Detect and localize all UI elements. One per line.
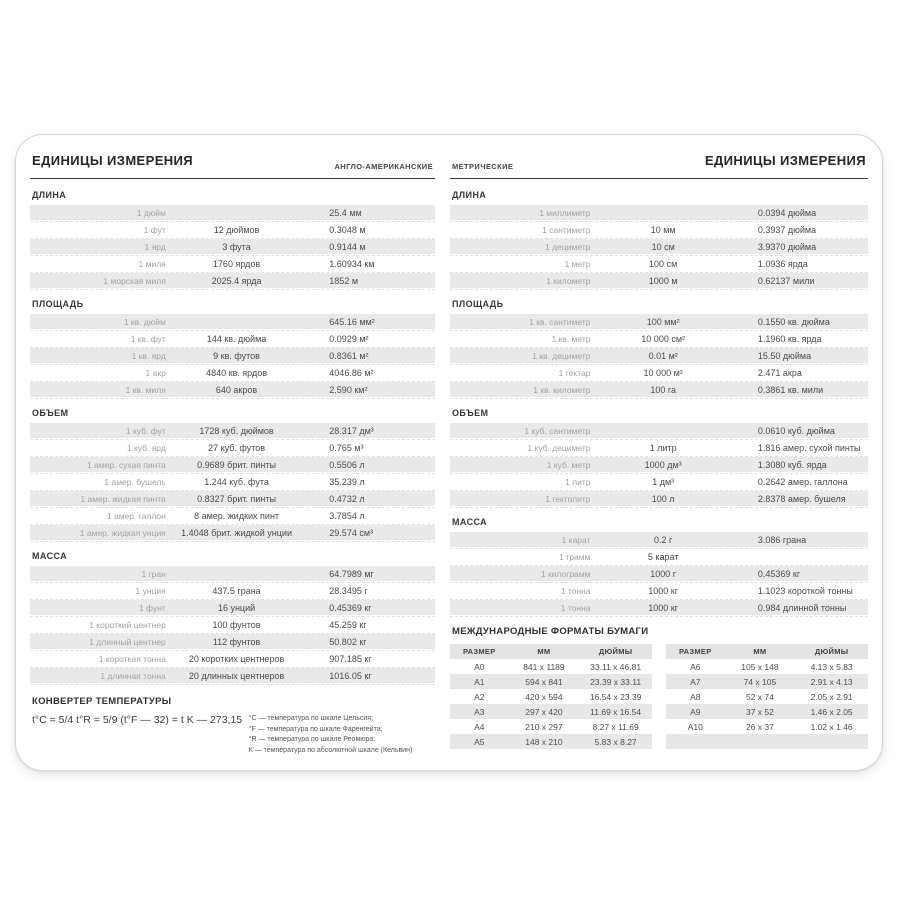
value-cell: 0.3861 кв. мили (757, 384, 824, 395)
paper-inch-cell: 2.91 x 4.13 (810, 676, 853, 687)
paper-inch-cell: 1.46 x 2.05 (810, 706, 853, 717)
unit-cell: 1 кв. дюйм (123, 316, 166, 327)
paper-table-row (450, 689, 652, 704)
paper-mm-cell: 148 x 210 (525, 736, 563, 747)
paper-size-cell: A8 (690, 691, 701, 702)
value-cell: 2.590 км² (329, 384, 368, 395)
paper-size-cell: A10 (687, 721, 703, 732)
unit-cell: 1 унция (135, 585, 166, 596)
table-row (30, 600, 435, 615)
paper-table-header-row (450, 644, 652, 659)
table-row (30, 273, 435, 288)
equivalent-cell: 437.5 грана (212, 585, 261, 596)
unit-cell: 1 длинный центнер (89, 636, 166, 647)
table-row (30, 583, 435, 598)
table-row (30, 474, 435, 489)
unit-cell: 1 амер. жидкая унция (79, 527, 166, 538)
value-cell: 0.765 м³ (329, 442, 364, 453)
equivalent-cell: 144 кв. дюйма (206, 333, 267, 344)
equivalent-cell: 1000 кг (648, 602, 679, 613)
paper-size-cell: A5 (474, 736, 485, 747)
left-sections-container (30, 190, 435, 683)
planner-reference-page (15, 134, 883, 771)
table-row (30, 566, 435, 581)
unit-cell: 1 амер. жидкая пинта (80, 493, 166, 504)
equivalent-cell: 1760 ярдов (212, 258, 261, 269)
measurement-section (30, 551, 435, 683)
value-cell: 25.4 мм (329, 207, 362, 218)
value-cell: 64.7989 мг (329, 568, 374, 579)
measurement-section (450, 517, 868, 615)
table-row (30, 348, 435, 363)
two-column-layout (30, 149, 868, 756)
right-column-header (450, 149, 868, 179)
value-cell: 0.0394 дюйма (757, 207, 817, 218)
equivalent-cell: 640 акров (215, 384, 258, 395)
paper-table-row (666, 704, 868, 719)
equivalent-cell: 1000 г (650, 568, 677, 579)
unit-cell: 1 амер. галлон (106, 510, 166, 521)
value-cell: 28.3495 г (329, 585, 368, 596)
paper-inch-cell: 8.27 x 11.69 (592, 721, 639, 732)
value-cell: 0.62137 мили (757, 275, 815, 286)
table-row (30, 651, 435, 666)
section-title: ДЛИНА (452, 190, 487, 200)
value-cell: 3.7854 л (329, 510, 365, 521)
equivalent-cell: 0.9689 брит. пинты (197, 459, 276, 470)
unit-cell: 1 куб. метр (546, 459, 591, 470)
table-row (450, 382, 868, 397)
column-anglo-american (30, 149, 435, 756)
unit-cell: 1 кв. сантиметр (529, 316, 591, 327)
value-cell: 0.45369 кг (329, 602, 372, 613)
equivalent-cell: 10 000 м² (643, 367, 683, 378)
section-title: ОБЪЕМ (452, 408, 489, 418)
equivalent-cell: 9 кв. футов (213, 350, 260, 361)
section-title: ПЛОЩАДЬ (32, 299, 84, 309)
unit-cell: 1 кв. ярд (131, 350, 166, 361)
equivalent-cell: 1.244 куб. фута (204, 476, 269, 487)
equivalent-cell: 1728 куб. дюймов (199, 425, 274, 436)
paper-header-cell: ДЮЙМЫ (814, 647, 849, 656)
value-cell: 1.60934 км (329, 258, 375, 269)
table-row (450, 256, 868, 271)
value-cell: 3.086 грана (757, 534, 807, 545)
unit-cell: 1 кв. километр (533, 384, 591, 395)
value-cell: 1.3080 куб. ярда (757, 459, 827, 470)
equivalent-cell: 1 литр (649, 442, 677, 453)
table-row (450, 457, 868, 472)
table-row (450, 273, 868, 288)
paper-header-cell: ДЮЙМЫ (598, 647, 633, 656)
table-row (30, 634, 435, 649)
section-title: ОБЪЕМ (32, 408, 69, 418)
value-cell: 2.471 акра (757, 367, 802, 378)
value-cell: 1016.05 кг (329, 670, 372, 681)
equivalent-cell: 12 дюймов (213, 224, 260, 235)
column-subtitle: МЕТРИЧЕСКИЕ (452, 162, 514, 171)
page-title: ЕДИНИЦЫ ИЗМЕРЕНИЯ (32, 153, 194, 168)
value-cell: 0.0929 м² (329, 333, 369, 344)
equivalent-cell: 10 000 см² (641, 333, 686, 344)
paper-table-a6-a10 (666, 644, 868, 749)
equivalent-cell: 1 дм³ (652, 476, 675, 487)
equivalent-cell: 100 га (650, 384, 676, 395)
paper-inch-cell: 4.13 x 5.83 (810, 661, 853, 672)
paper-inch-cell: 16.54 x 23.39 (589, 691, 642, 702)
equivalent-cell: 1000 м (648, 275, 678, 286)
equivalent-cell: 1000 дм³ (644, 459, 682, 470)
temperature-note-line: °F — температура по шкале Фаренгейта; (248, 725, 383, 733)
table-row (30, 508, 435, 523)
value-cell: 0.1550 кв. дюйма (757, 316, 830, 327)
column-subtitle: АНГЛО-АМЕРИКАНСКИЕ (334, 162, 433, 171)
value-cell: 0.45369 кг (757, 568, 801, 579)
temperature-converter-body (30, 714, 435, 756)
unit-cell: 1 кв. метр (551, 333, 591, 344)
unit-cell: 1 дециметр (545, 241, 591, 252)
table-row (30, 256, 435, 271)
paper-mm-cell: 841 x 1189 (523, 661, 565, 672)
paper-inch-cell: 33.11 x 46.81 (590, 661, 642, 672)
equivalent-cell: 100 см (649, 258, 678, 269)
paper-inch-cell: 1.02 x 1.46 (810, 721, 853, 732)
unit-cell: 1 миля (138, 258, 166, 269)
table-row (450, 583, 868, 598)
section-title: МАССА (452, 517, 488, 527)
unit-cell: 1 гектолитр (545, 493, 591, 504)
paper-inch-cell: 2.05 x 2.91 (810, 691, 853, 702)
paper-inch-cell: 5.83 x 8.27 (594, 736, 637, 747)
table-row (30, 365, 435, 380)
unit-cell: 1 морская миля (103, 275, 166, 286)
unit-cell: 1 короткий центнер (89, 619, 166, 630)
unit-cell: 1 дюйм (136, 207, 166, 218)
value-cell: 0.9144 м (329, 241, 366, 252)
paper-mm-cell: 594 x 841 (525, 676, 563, 687)
temperature-note-line: °C — температура по шкале Цельсия; (248, 715, 374, 722)
table-row (450, 600, 868, 615)
value-cell: 29.574 см³ (329, 527, 374, 538)
section-title: ПЛОЩАДЬ (452, 299, 504, 309)
equivalent-cell: 2025.4 ярда (211, 275, 262, 286)
unit-cell: 1 амер. сухая пинта (87, 459, 166, 470)
equivalent-cell: 10 мм (650, 224, 676, 235)
unit-cell: 1 кв. миля (125, 384, 166, 395)
table-row (30, 331, 435, 346)
equivalent-cell: 0.8327 брит. пинты (197, 493, 276, 504)
section-title: МАССА (32, 551, 68, 561)
unit-cell: 1 ярд (144, 241, 166, 252)
equivalent-cell: 0.01 м² (648, 350, 678, 361)
table-row (450, 423, 868, 438)
equivalent-cell: 3 фута (222, 241, 251, 252)
unit-cell: 1 сантиметр (542, 224, 591, 235)
paper-mm-cell: 37 x 52 (745, 706, 774, 717)
table-row (450, 491, 868, 506)
paper-size-cell: A2 (474, 691, 485, 702)
temperature-converter-section (30, 696, 435, 756)
value-cell: 645.16 мм² (329, 316, 375, 327)
value-cell: 0.3048 м (329, 224, 366, 235)
paper-size-cell: A0 (474, 661, 485, 672)
unit-cell: 1 гектар (558, 367, 591, 378)
unit-cell: 1 карат (561, 534, 591, 545)
paper-table-row (666, 659, 868, 674)
unit-cell: 1 куб. ярд (126, 442, 166, 453)
paper-size-cell: A4 (474, 721, 485, 732)
table-row (450, 440, 868, 455)
equivalent-cell: 0.2 г (654, 534, 673, 545)
paper-formats-tables (450, 644, 868, 749)
table-row (30, 525, 435, 540)
table-row (450, 239, 868, 254)
value-cell: 15.50 дюйма (757, 350, 812, 361)
measurement-section (30, 299, 435, 397)
table-row (30, 617, 435, 632)
value-cell: 0.8361 м² (329, 350, 369, 361)
unit-cell: 1 фут (143, 224, 166, 235)
unit-cell: 1 длинная тонна (100, 670, 166, 681)
table-row (450, 331, 868, 346)
unit-cell: 1 куб. фут (125, 425, 166, 436)
unit-cell: 1 фунт (138, 602, 166, 613)
paper-inch-cell: 11.69 x 16.54 (590, 706, 642, 717)
value-cell: 1852 м (329, 275, 359, 286)
paper-mm-cell: 26 x 37 (745, 721, 774, 732)
equivalent-cell: 1.4048 брит. жидкой унции (181, 527, 292, 538)
paper-table-row (450, 719, 652, 734)
paper-table-row (450, 734, 652, 749)
unit-cell: 1 миллиметр (539, 207, 591, 218)
value-cell: 1.0936 ярда (757, 258, 808, 269)
value-cell: 1.1960 кв. ярда (757, 333, 822, 344)
value-cell: 0.5506 л (329, 459, 365, 470)
equivalent-cell: 10 см (651, 241, 675, 252)
value-cell: 907.185 кг (329, 653, 372, 664)
paper-table-row (450, 659, 652, 674)
value-cell: 35.239 л (329, 476, 365, 487)
measurement-section (450, 408, 868, 506)
temperature-note-line: К — температура по абсолютной шкале (Кельвин) (248, 746, 413, 754)
temperature-note-line: °R — температура по шкале Реомюра; (248, 736, 376, 743)
table-row (450, 365, 868, 380)
unit-cell: 1 кв. дециметр (532, 350, 591, 361)
paper-table-row (666, 719, 868, 734)
paper-table-header-row (666, 644, 868, 659)
value-cell: 0.4732 л (329, 493, 365, 504)
temperature-notes (249, 714, 435, 756)
paper-size-cell: A7 (690, 676, 701, 687)
table-row (450, 314, 868, 329)
paper-table-row (450, 704, 652, 719)
paper-mm-cell: 74 x 105 (743, 676, 777, 687)
unit-cell: 1 литр (565, 476, 591, 487)
section-title: ДЛИНА (32, 190, 67, 200)
equivalent-cell: 100 л (651, 493, 675, 504)
paper-size-cell: A9 (690, 706, 701, 717)
unit-cell: 1 метр (564, 258, 591, 269)
equivalent-cell: 27 куб. футов (208, 442, 265, 453)
equivalent-cell: 20 длинных центнеров (188, 670, 285, 681)
paper-size-cell: A3 (474, 706, 485, 717)
table-row (450, 205, 868, 220)
paper-formats-section (450, 626, 868, 749)
table-row (30, 205, 435, 220)
equivalent-cell: 8 амер. жидких пинт (194, 510, 280, 521)
paper-header-cell: ММ (753, 647, 767, 656)
equivalent-cell: 100 фунтов (212, 619, 261, 630)
paper-table-row (666, 689, 868, 704)
table-row (450, 549, 868, 564)
value-cell: 3.9370 дюйма (757, 241, 817, 252)
value-cell: 4046.86 м² (329, 367, 374, 378)
paper-mm-cell: 297 x 420 (525, 706, 563, 717)
equivalent-cell: 16 унций (217, 602, 256, 613)
table-row (30, 222, 435, 237)
paper-header-cell: РАЗМЕР (679, 647, 712, 656)
temperature-formula: t°C = 5/4 t°R = 5/9 (t°F — 32) = t K — 273,15 (32, 714, 243, 726)
table-row (30, 491, 435, 506)
unit-cell: 1 амер. бушель (104, 476, 166, 487)
left-column-header (30, 149, 435, 179)
paper-table-row (666, 674, 868, 689)
value-cell: 0.984 длинной тонны (757, 602, 847, 613)
value-cell: 0.2642 амер. галлона (757, 476, 848, 487)
paper-formats-title: МЕЖДУНАРОДНЫЕ ФОРМАТЫ БУМАГИ (452, 626, 649, 637)
unit-cell: 1 тонна (560, 602, 591, 613)
unit-cell: 1 тонна (560, 585, 591, 596)
unit-cell: 1 короткая тонна (98, 653, 166, 664)
right-sections-container (450, 190, 868, 615)
value-cell: 50.802 кг (329, 636, 367, 647)
equivalent-cell: 1000 кг (648, 585, 679, 596)
column-metric (450, 149, 868, 756)
paper-mm-cell: 52 x 74 (745, 691, 774, 702)
value-cell: 1.816 амер. сухой пинты (757, 442, 861, 453)
paper-table-row (450, 674, 652, 689)
value-cell: 0.3937 дюйма (757, 224, 817, 235)
table-row (30, 239, 435, 254)
table-row (30, 440, 435, 455)
equivalent-cell: 112 фунтов (212, 636, 261, 647)
unit-cell: 1 кв. фут (130, 333, 166, 344)
paper-mm-cell: 105 x 148 (741, 661, 779, 672)
equivalent-cell: 4840 кв. ярдов (206, 367, 268, 378)
value-cell: 0.0610 куб. дюйма (757, 425, 835, 436)
value-cell: 1.1023 короткой тонны (757, 585, 853, 596)
paper-mm-cell: 210 x 297 (525, 721, 563, 732)
paper-size-cell: A6 (690, 661, 701, 672)
page-title: ЕДИНИЦЫ ИЗМЕРЕНИЯ (704, 153, 866, 168)
paper-mm-cell: 420 x 594 (525, 691, 563, 702)
paper-table-row (666, 734, 868, 749)
table-row (30, 423, 435, 438)
table-row (30, 314, 435, 329)
paper-header-cell: ММ (537, 647, 551, 656)
table-row (450, 348, 868, 363)
measurement-section (450, 299, 868, 397)
table-row (450, 474, 868, 489)
value-cell: 2.8378 амер. бушеля (757, 493, 846, 504)
paper-size-cell: A1 (474, 676, 485, 687)
equivalent-cell: 100 мм² (646, 316, 680, 327)
measurement-section (30, 190, 435, 288)
table-row (450, 566, 868, 581)
paper-inch-cell: 23.39 x 33.11 (590, 676, 642, 687)
equivalent-cell: 5 карат (647, 551, 679, 562)
table-row (30, 382, 435, 397)
unit-cell: 1 килограмм (540, 568, 591, 579)
temperature-converter-title: КОНВЕРТЕР ТЕМПЕРАТУРЫ (32, 696, 172, 707)
table-row (30, 668, 435, 683)
unit-cell: 1 километр (546, 275, 591, 286)
measurement-section (450, 190, 868, 288)
table-row (30, 457, 435, 472)
value-cell: 28.317 дм³ (329, 425, 374, 436)
value-cell: 45.259 кг (329, 619, 367, 630)
unit-cell: 1 куб. дециметр (527, 442, 591, 453)
paper-table-a0-a5 (450, 644, 652, 749)
unit-cell: 1 куб. сантиметр (524, 425, 591, 436)
unit-cell: 1 грамм (559, 551, 591, 562)
measurement-section (30, 408, 435, 540)
unit-cell: 1 гран (141, 568, 166, 579)
unit-cell: 1 акр (145, 367, 166, 378)
table-row (450, 532, 868, 547)
table-row (450, 222, 868, 237)
paper-header-cell: РАЗМЕР (463, 647, 496, 656)
equivalent-cell: 20 коротких центнеров (188, 653, 285, 664)
